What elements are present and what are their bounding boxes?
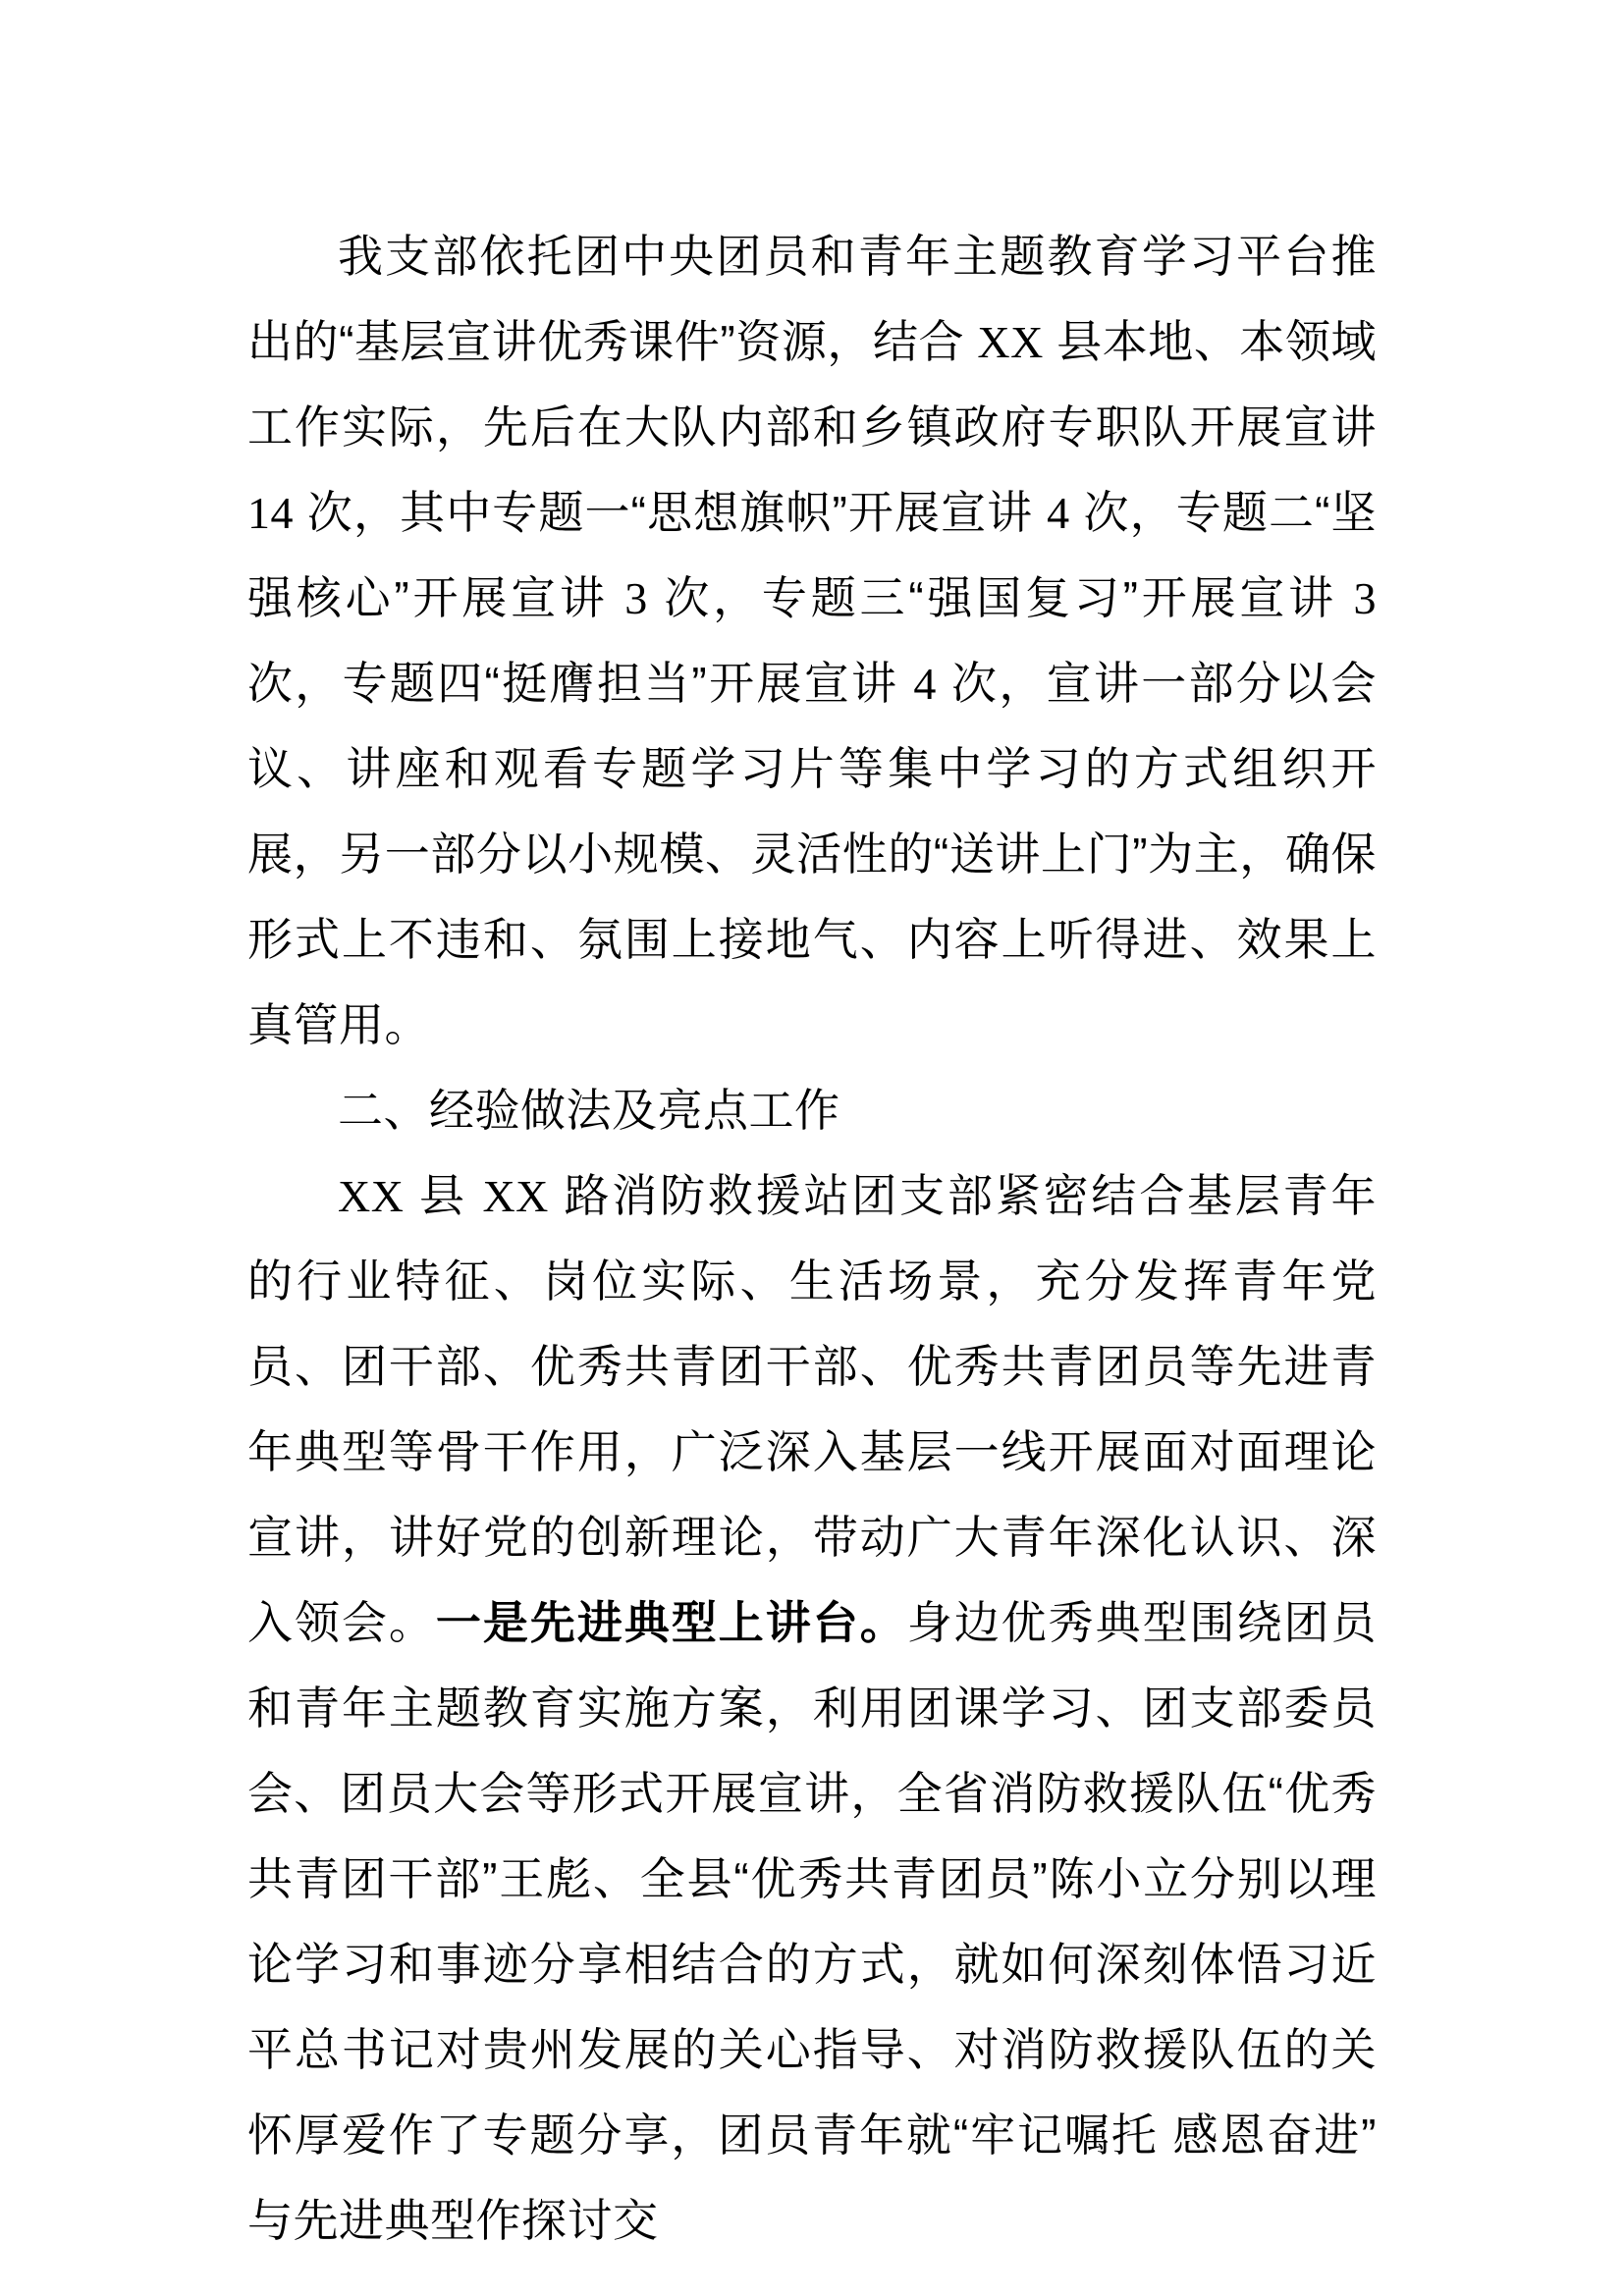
text-run: 二、经验做法及亮点工作 <box>338 1085 840 1136</box>
text-run: 次，专题二“坚强核心”开展宣讲 <box>247 487 1377 623</box>
text-run: 身边优秀典型围绕团员和青年主题教育实施方案，利用团课学习、团支部委员会、团员大会等形式开展宣讲，全省消防救援队伍“优秀共青团干部”王彪、全县“优秀共青团员”陈小立分别以理论学习和事迹分享相结合的方式，就如何深刻体悟习近平总书记对贵州发展的关心指导、对消防救援队伍的关怀厚爱作了专题分享，团员青年就“牢记嘱托 感恩奋进”与先进典型作探讨交 <box>247 1597 1378 2246</box>
text-run: 我支部依托团中央团员和青年主题教育学习平台推出的“基层宣讲优秀课件”资源，结合 <box>247 231 1377 367</box>
text-run: 路消防救援站团支部紧密结合基层青年的行业特征、岗位实际、生活场景，充分发挥青年党员、团干部、优秀共青团干部、优秀共青团员等先进青年典型等骨干作用，广泛深入基层一线开展面对面理论宣讲，讲好党的创新理论，带动广大青年深化认识、深入领会。 <box>247 1170 1377 1648</box>
heading-section-two <box>247 1068 1377 1153</box>
latin-text-run: XX <box>482 1171 549 1221</box>
latin-text-run: 3 <box>624 573 648 623</box>
bold-text-run: 一是先进典型上讲台。 <box>435 1597 907 1648</box>
latin-text-run: 4 <box>913 659 937 709</box>
text-run: 次，专题四“挺膺担当”开展宣讲 <box>247 658 914 709</box>
text-run: 次，宣讲一部分以会议、讲座和观看专题学习片等集中学习的方式组织开展，另一部分以小规模、灵活性的“送讲上门”为主，确保形式上不违和、氛围上接地气、内容上听得进、效果上真管用。 <box>247 658 1378 1050</box>
latin-text-run: 14 <box>247 488 294 538</box>
text-run: 县 <box>404 1170 483 1221</box>
latin-text-run: 4 <box>1047 488 1070 538</box>
paragraph-experience-highlights <box>247 1153 1377 2264</box>
paragraph-platform-lectures <box>247 214 1377 1068</box>
text-run: 县本地、本领域工作实际，先后在大队内部和乡镇政府专职队开展宣讲 <box>247 316 1378 453</box>
latin-text-run: XX <box>977 317 1044 367</box>
text-run: 次，其中专题一“思想旗帜”开展宣讲 <box>294 487 1048 538</box>
latin-text-run: XX <box>338 1171 405 1221</box>
text-run: 次，专题三“强国复习”开展宣讲 <box>647 572 1354 623</box>
latin-text-run: 3 <box>1353 573 1377 623</box>
